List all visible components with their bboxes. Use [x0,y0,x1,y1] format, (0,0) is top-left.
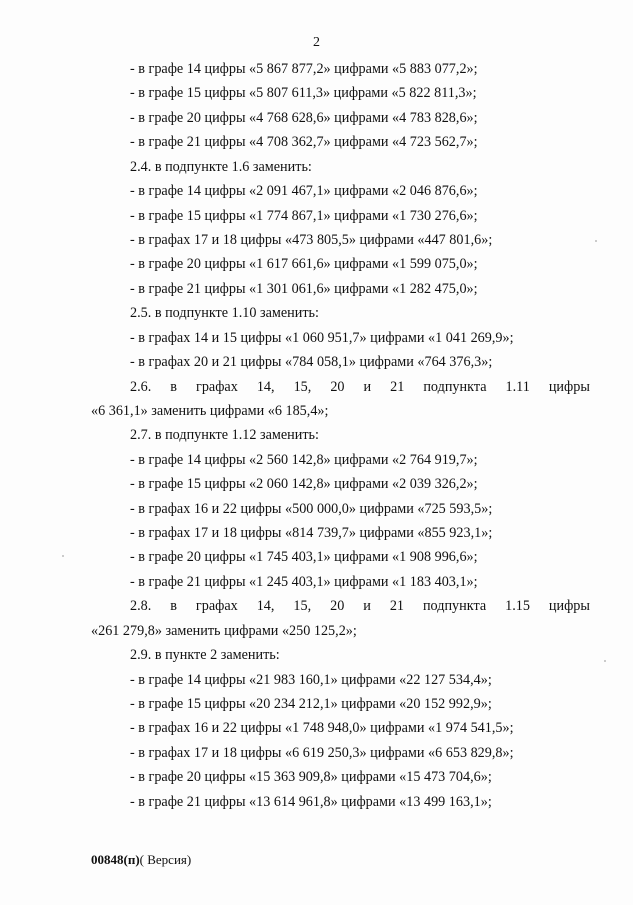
amendment-item: - в графе 20 цифры «1 745 403,1» цифрами «1 908 996,6»; [130,549,478,566]
scan-speck [62,555,64,557]
amendment-item: - в графе 15 цифры «2 060 142,8» цифрами «2 039 326,2»; [130,476,478,493]
subsection-heading: 2.5. в подпункте 1.10 заменить: [130,305,319,322]
subsection-heading: 2.4. в подпункте 1.6 заменить: [130,158,312,175]
word: цифры [548,598,590,615]
amendment-item: - в графах 17 и 18 цифры «473 805,5» цифрами «447 801,6»; [130,231,493,248]
amendment-item: - в графе 14 цифры «2 560 142,8» цифрами «2 764 919,7»; [130,451,478,468]
subsection-heading: 2.9. в пункте 2 заменить: [130,647,280,664]
amendment-item: - в графе 20 цифры «4 768 628,6» цифрами «4 783 828,6»; [130,109,478,126]
scan-speck [604,660,606,662]
amendment-item: - в графе 15 цифры «5 807 611,3» цифрами «5 822 811,3»; [130,85,477,102]
word: 2.6. [130,378,152,395]
word: 20 [330,598,345,615]
amendment-item: - в графе 20 цифры «15 363 909,8» цифрами «15 473 704,6»; [130,769,492,786]
word: 2.8. [130,598,152,615]
amendment-item: - в графах 20 и 21 цифры «784 058,1» цифрами «764 376,3»; [130,354,493,370]
word: 20 [330,378,345,395]
amendment-item: - в графе 14 цифры «5 867 877,2» цифрами «5 883 077,2»; [130,61,478,77]
amendment-item: - в графе 14 цифры «21 983 160,1» цифрами «22 127 534,4»; [130,671,492,688]
amendment-item: - в графах 14 и 15 цифры «1 060 951,7» цифрами «1 041 269,9»; [130,329,514,346]
amendment-item: - в графе 14 цифры «2 091 467,1» цифрами «2 046 876,6»; [130,183,478,200]
amendment-item: - в графе 21 цифры «4 708 362,7» цифрами «4 723 562,7»; [130,134,478,151]
word: подпункта [422,598,487,615]
word: графах [196,378,238,395]
word: 21 [390,378,405,395]
amendment-item: - в графах 17 и 18 цифры «814 739,7» цифрами «855 923,1»; [130,525,493,541]
word: 15, [293,378,312,395]
word: 1.11 [505,378,530,395]
document-version-label: ( Версия) [139,852,192,867]
page-number: 2 [313,35,320,50]
scan-speck [595,240,597,242]
amendment-item: - в графе 21 цифры «13 614 961,8» цифрами «13 499 163,1»; [130,793,492,810]
word: цифры [548,378,590,395]
amendment-item: - в графе 21 цифры «1 301 061,6» цифрами «1 282 475,0»; [130,280,478,297]
subsection-heading: 2.7. в подпункте 1.12 заменить: [130,427,319,444]
paragraph-line-continuation: «6 361,1» заменить цифрами «6 185,4»; [91,402,329,419]
amendment-item: - в графе 20 цифры «1 617 661,6» цифрами «1 599 075,0»; [130,256,478,273]
word: 21 [389,598,404,615]
word: 14, [256,598,275,615]
amendment-item: - в графах 16 и 22 цифры «500 000,0» цифрами «725 593,5»; [130,500,493,517]
word: в [170,378,177,395]
paragraph-line-justified [130,597,590,615]
word: 15, [293,598,312,615]
word: в [170,598,177,615]
amendment-item: - в графах 16 и 22 цифры «1 748 948,0» цифрами «1 974 541,5»; [130,720,514,737]
amendment-item: - в графах 17 и 18 цифры «6 619 250,3» цифрами «6 653 829,8»; [130,744,514,761]
word: и [363,378,372,395]
amendment-item: - в графе 15 цифры «1 774 867,1» цифрами «1 730 276,6»; [130,207,478,224]
word: 14, [256,378,275,395]
document-footer [91,852,191,868]
document-code: 00848(п) [91,852,140,867]
amendment-item: - в графе 15 цифры «20 234 212,1» цифрами «20 152 992,9»; [130,695,492,712]
word: графах [195,598,238,615]
paragraph-line-continuation: «261 279,8» заменить цифрами «250 125,2»; [91,622,357,639]
amendment-item: - в графе 21 цифры «1 245 403,1» цифрами «1 183 403,1»; [130,573,478,590]
word: 1.15 [505,598,530,615]
word: и [363,598,371,615]
word: подпункта [423,378,487,395]
paragraph-line-justified [130,378,590,396]
